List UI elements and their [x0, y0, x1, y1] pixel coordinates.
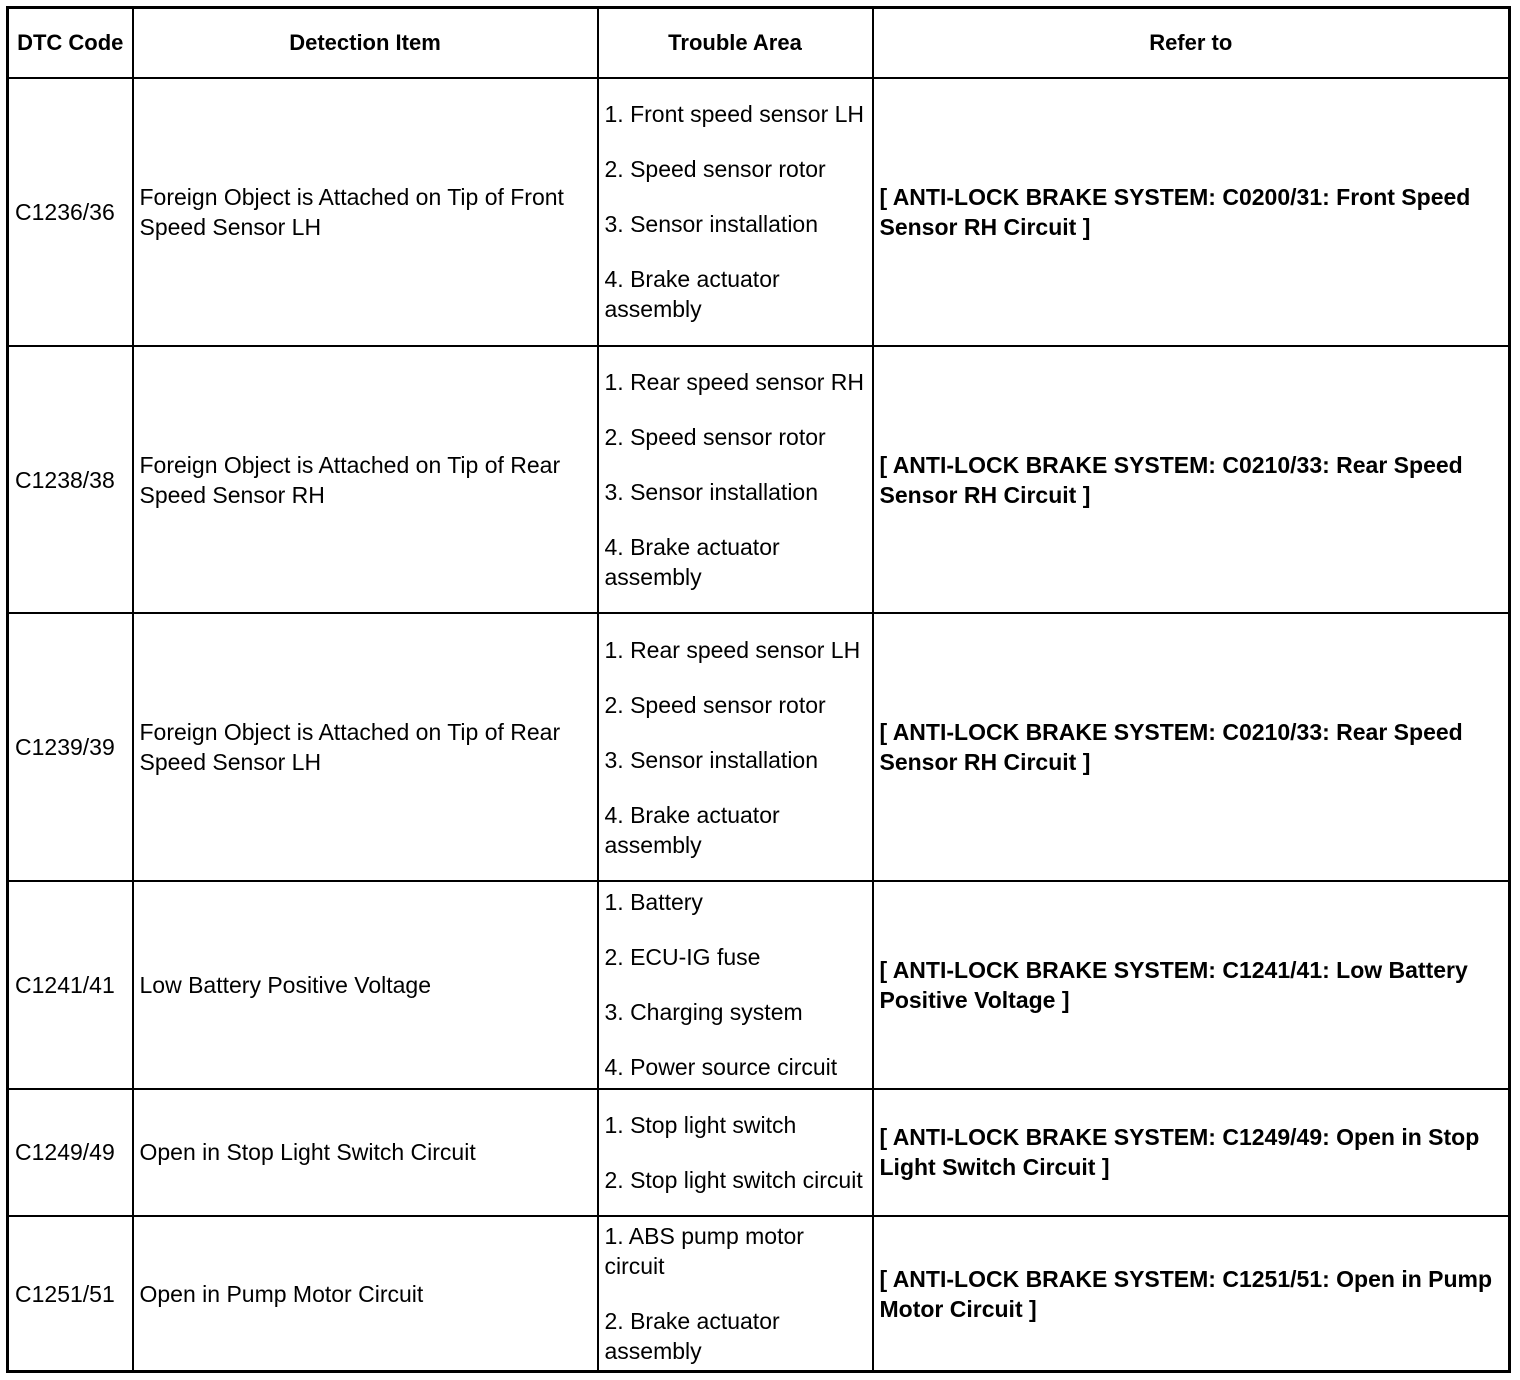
header-row — [8, 8, 1510, 79]
header-dtc-code: DTC Code — [8, 8, 133, 79]
dtc-table — [6, 6, 1511, 1373]
trouble-area-item: 2. ECU-IG fuse — [604, 944, 761, 971]
trouble-area-item: 1. ABS pump motor circuit — [604, 1223, 804, 1280]
detection-item: Open in Stop Light Switch Circuit — [133, 1089, 598, 1216]
refer-to-link[interactable]: [ ANTI-LOCK BRAKE SYSTEM: C1249/49: Open in Stop Light Switch Circuit ] — [873, 1089, 1510, 1216]
table-row — [8, 1089, 1510, 1216]
detection-item: Foreign Object is Attached on Tip of Front Speed Sensor LH — [133, 78, 598, 346]
dtc-code: C1251/51 — [8, 1216, 133, 1371]
trouble-area-item: 3. Sensor installation — [604, 479, 819, 506]
header-detection-item: Detection Item — [133, 8, 598, 79]
refer-to-link[interactable]: [ ANTI-LOCK BRAKE SYSTEM: C0200/31: Front Speed Sensor RH Circuit ] — [873, 78, 1510, 346]
detection-item: Low Battery Positive Voltage — [133, 881, 598, 1089]
trouble-area-item: 1. Rear speed sensor LH — [604, 636, 861, 663]
trouble-area-item: 3. Sensor installation — [604, 746, 819, 773]
trouble-area — [598, 1089, 873, 1216]
trouble-area — [598, 78, 873, 346]
dtc-code: C1249/49 — [8, 1089, 133, 1216]
dtc-code: C1239/39 — [8, 613, 133, 881]
table-row — [8, 1216, 1510, 1371]
detection-item: Foreign Object is Attached on Tip of Rear Speed Sensor LH — [133, 613, 598, 881]
trouble-area-item: 1. Front speed sensor LH — [604, 101, 865, 128]
table-row — [8, 346, 1510, 614]
refer-to-link[interactable]: [ ANTI-LOCK BRAKE SYSTEM: C1251/51: Open in Pump Motor Circuit ] — [873, 1216, 1510, 1371]
trouble-area-item: 1. Rear speed sensor RH — [604, 369, 865, 396]
trouble-area-item: 3. Sensor installation — [604, 211, 819, 238]
refer-to-link[interactable]: [ ANTI-LOCK BRAKE SYSTEM: C0210/33: Rear Speed Sensor RH Circuit ] — [873, 346, 1510, 614]
trouble-area-item: 2. Brake actuator assembly — [604, 1308, 780, 1365]
header-trouble-area: Trouble Area — [598, 8, 873, 79]
dtc-code: C1238/38 — [8, 346, 133, 614]
trouble-area-item: 3. Charging system — [604, 999, 803, 1026]
trouble-area — [598, 881, 873, 1089]
trouble-area-item: 4. Brake actuator assembly — [604, 266, 780, 323]
trouble-area-item: 1. Stop light switch — [604, 1111, 797, 1138]
table-row — [8, 78, 1510, 346]
detection-item: Open in Pump Motor Circuit — [133, 1216, 598, 1371]
trouble-area-item: 4. Power source circuit — [604, 1054, 838, 1081]
refer-to-link[interactable]: [ ANTI-LOCK BRAKE SYSTEM: C0210/33: Rear Speed Sensor RH Circuit ] — [873, 613, 1510, 881]
refer-to-link[interactable]: [ ANTI-LOCK BRAKE SYSTEM: C1241/41: Low Battery Positive Voltage ] — [873, 881, 1510, 1089]
trouble-area-item: 2. Speed sensor rotor — [604, 156, 826, 183]
table-row — [8, 613, 1510, 881]
header-refer-to: Refer to — [873, 8, 1510, 79]
trouble-area-item: 4. Brake actuator assembly — [604, 534, 780, 591]
trouble-area — [598, 613, 873, 881]
dtc-code: C1236/36 — [8, 78, 133, 346]
trouble-area-item: 2. Speed sensor rotor — [604, 424, 826, 451]
trouble-area — [598, 346, 873, 614]
trouble-area-item: 2. Speed sensor rotor — [604, 691, 826, 718]
trouble-area-item: 2. Stop light switch circuit — [604, 1166, 863, 1193]
table-row — [8, 881, 1510, 1089]
trouble-area-item: 4. Brake actuator assembly — [604, 801, 780, 858]
detection-item: Foreign Object is Attached on Tip of Rear Speed Sensor RH — [133, 346, 598, 614]
trouble-area-item: 1. Battery — [604, 889, 703, 916]
trouble-area — [598, 1216, 873, 1371]
dtc-code: C1241/41 — [8, 881, 133, 1089]
